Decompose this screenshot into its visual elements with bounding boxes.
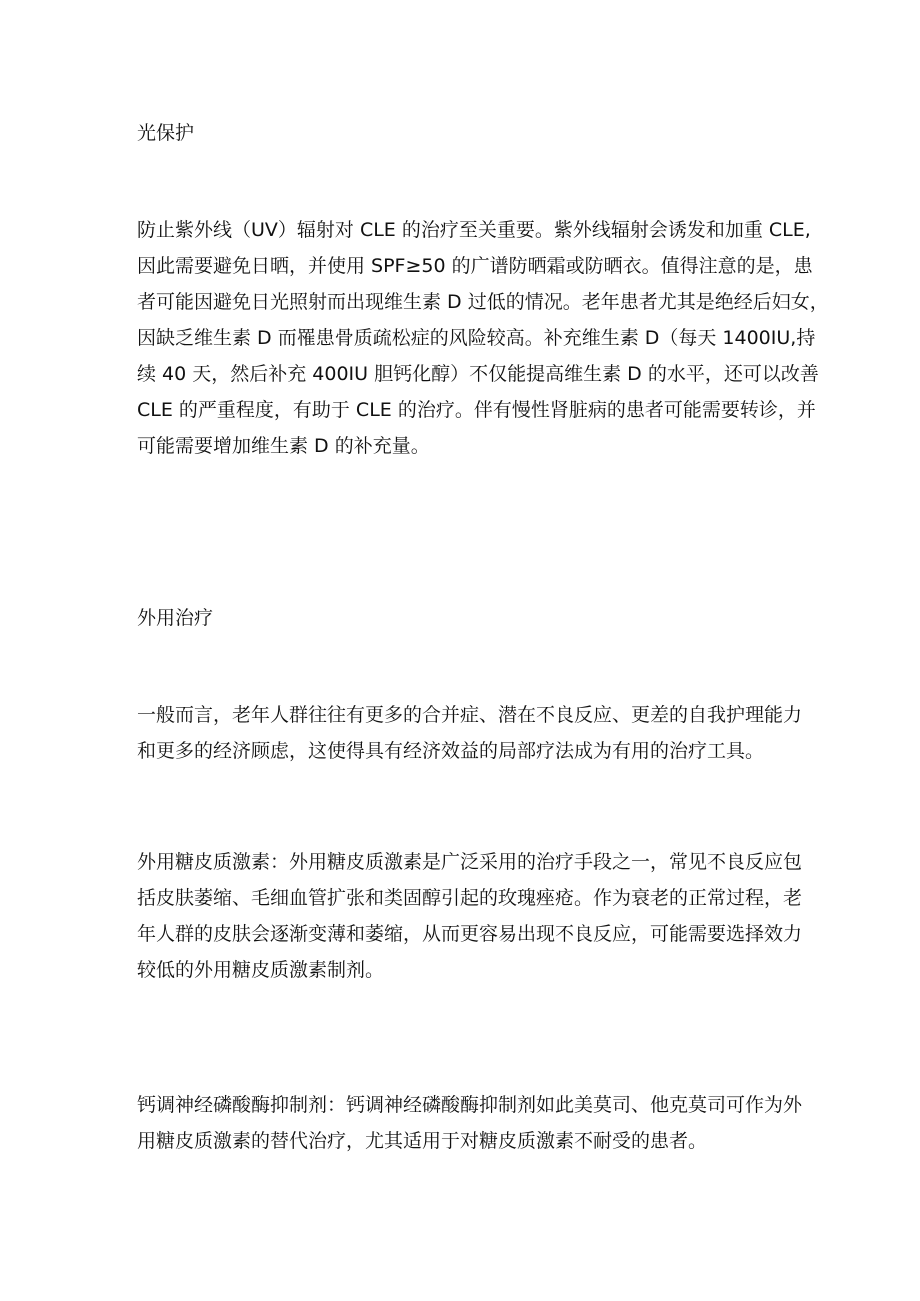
text-line: 光保护 xyxy=(137,122,195,144)
paragraph-calcineurin-inhibitors xyxy=(137,1087,803,1159)
text-line: 一般而言，老年人群往往有更多的合并症、潜在不良反应、更差的自我护理能力 xyxy=(137,704,803,726)
text-line: 用糖皮质激素的替代治疗，尤其适用于对糖皮质激素不耐受的患者。 xyxy=(137,1130,708,1152)
paragraph-elderly-considerations xyxy=(137,697,803,769)
text-line: 因此需要避免日晒，并使用 SPF≥50 的广谱防晒霜或防晒衣。值得注意的是，患 xyxy=(137,255,813,277)
text-line: 年人群的皮肤会逐渐变薄和萎缩，从而更容易出现不良反应，可能需要选择效力 xyxy=(137,923,803,945)
heading-topical-treatment xyxy=(137,600,797,636)
text-line: 和更多的经济顾虑，这使得具有经济效益的局部疗法成为有用的治疗工具。 xyxy=(137,740,765,762)
text-line: 较低的外用糖皮质激素制剂。 xyxy=(137,959,385,981)
heading-photoprotection xyxy=(137,115,797,151)
paragraph-uv-protection xyxy=(137,212,829,464)
text-line: CLE 的严重程度，有助于 CLE 的治疗。伴有慢性肾脏病的患者可能需要转诊，并 xyxy=(137,399,816,421)
text-line: 因缺乏维生素 D 而罹患骨质疏松症的风险较高。补充维生素 D（每天 1400IU,持 xyxy=(137,327,816,349)
text-line: 者可能因避免日光照射而出现维生素 D 过低的情况。老年患者尤其是绝经后妇女， xyxy=(137,291,829,313)
paragraph-topical-corticosteroids xyxy=(137,844,803,988)
text-line: 外用糖皮质激素：外用糖皮质激素是广泛采用的治疗手段之一，常见不良反应包 xyxy=(137,851,803,873)
text-line: 续 40 天，然后补充 400IU 胆钙化醇）不仅能提高维生素 D 的水平，还可以改善 xyxy=(137,363,819,385)
text-line: 防止紫外线（UV）辐射对 CLE 的治疗至关重要。紫外线辐射会诱发和加重 CLE, xyxy=(137,219,811,241)
text-line: 可能需要增加维生素 D 的补充量。 xyxy=(137,435,430,457)
text-line: 外用治疗 xyxy=(137,607,214,629)
text-line: 钙调神经磷酸酶抑制剂：钙调神经磷酸酶抑制剂如此美莫司、他克莫司可作为外 xyxy=(137,1094,803,1116)
text-line: 括皮肤萎缩、毛细血管扩张和类固醇引起的玫瑰痤疮。作为衰老的正常过程，老 xyxy=(137,887,803,909)
